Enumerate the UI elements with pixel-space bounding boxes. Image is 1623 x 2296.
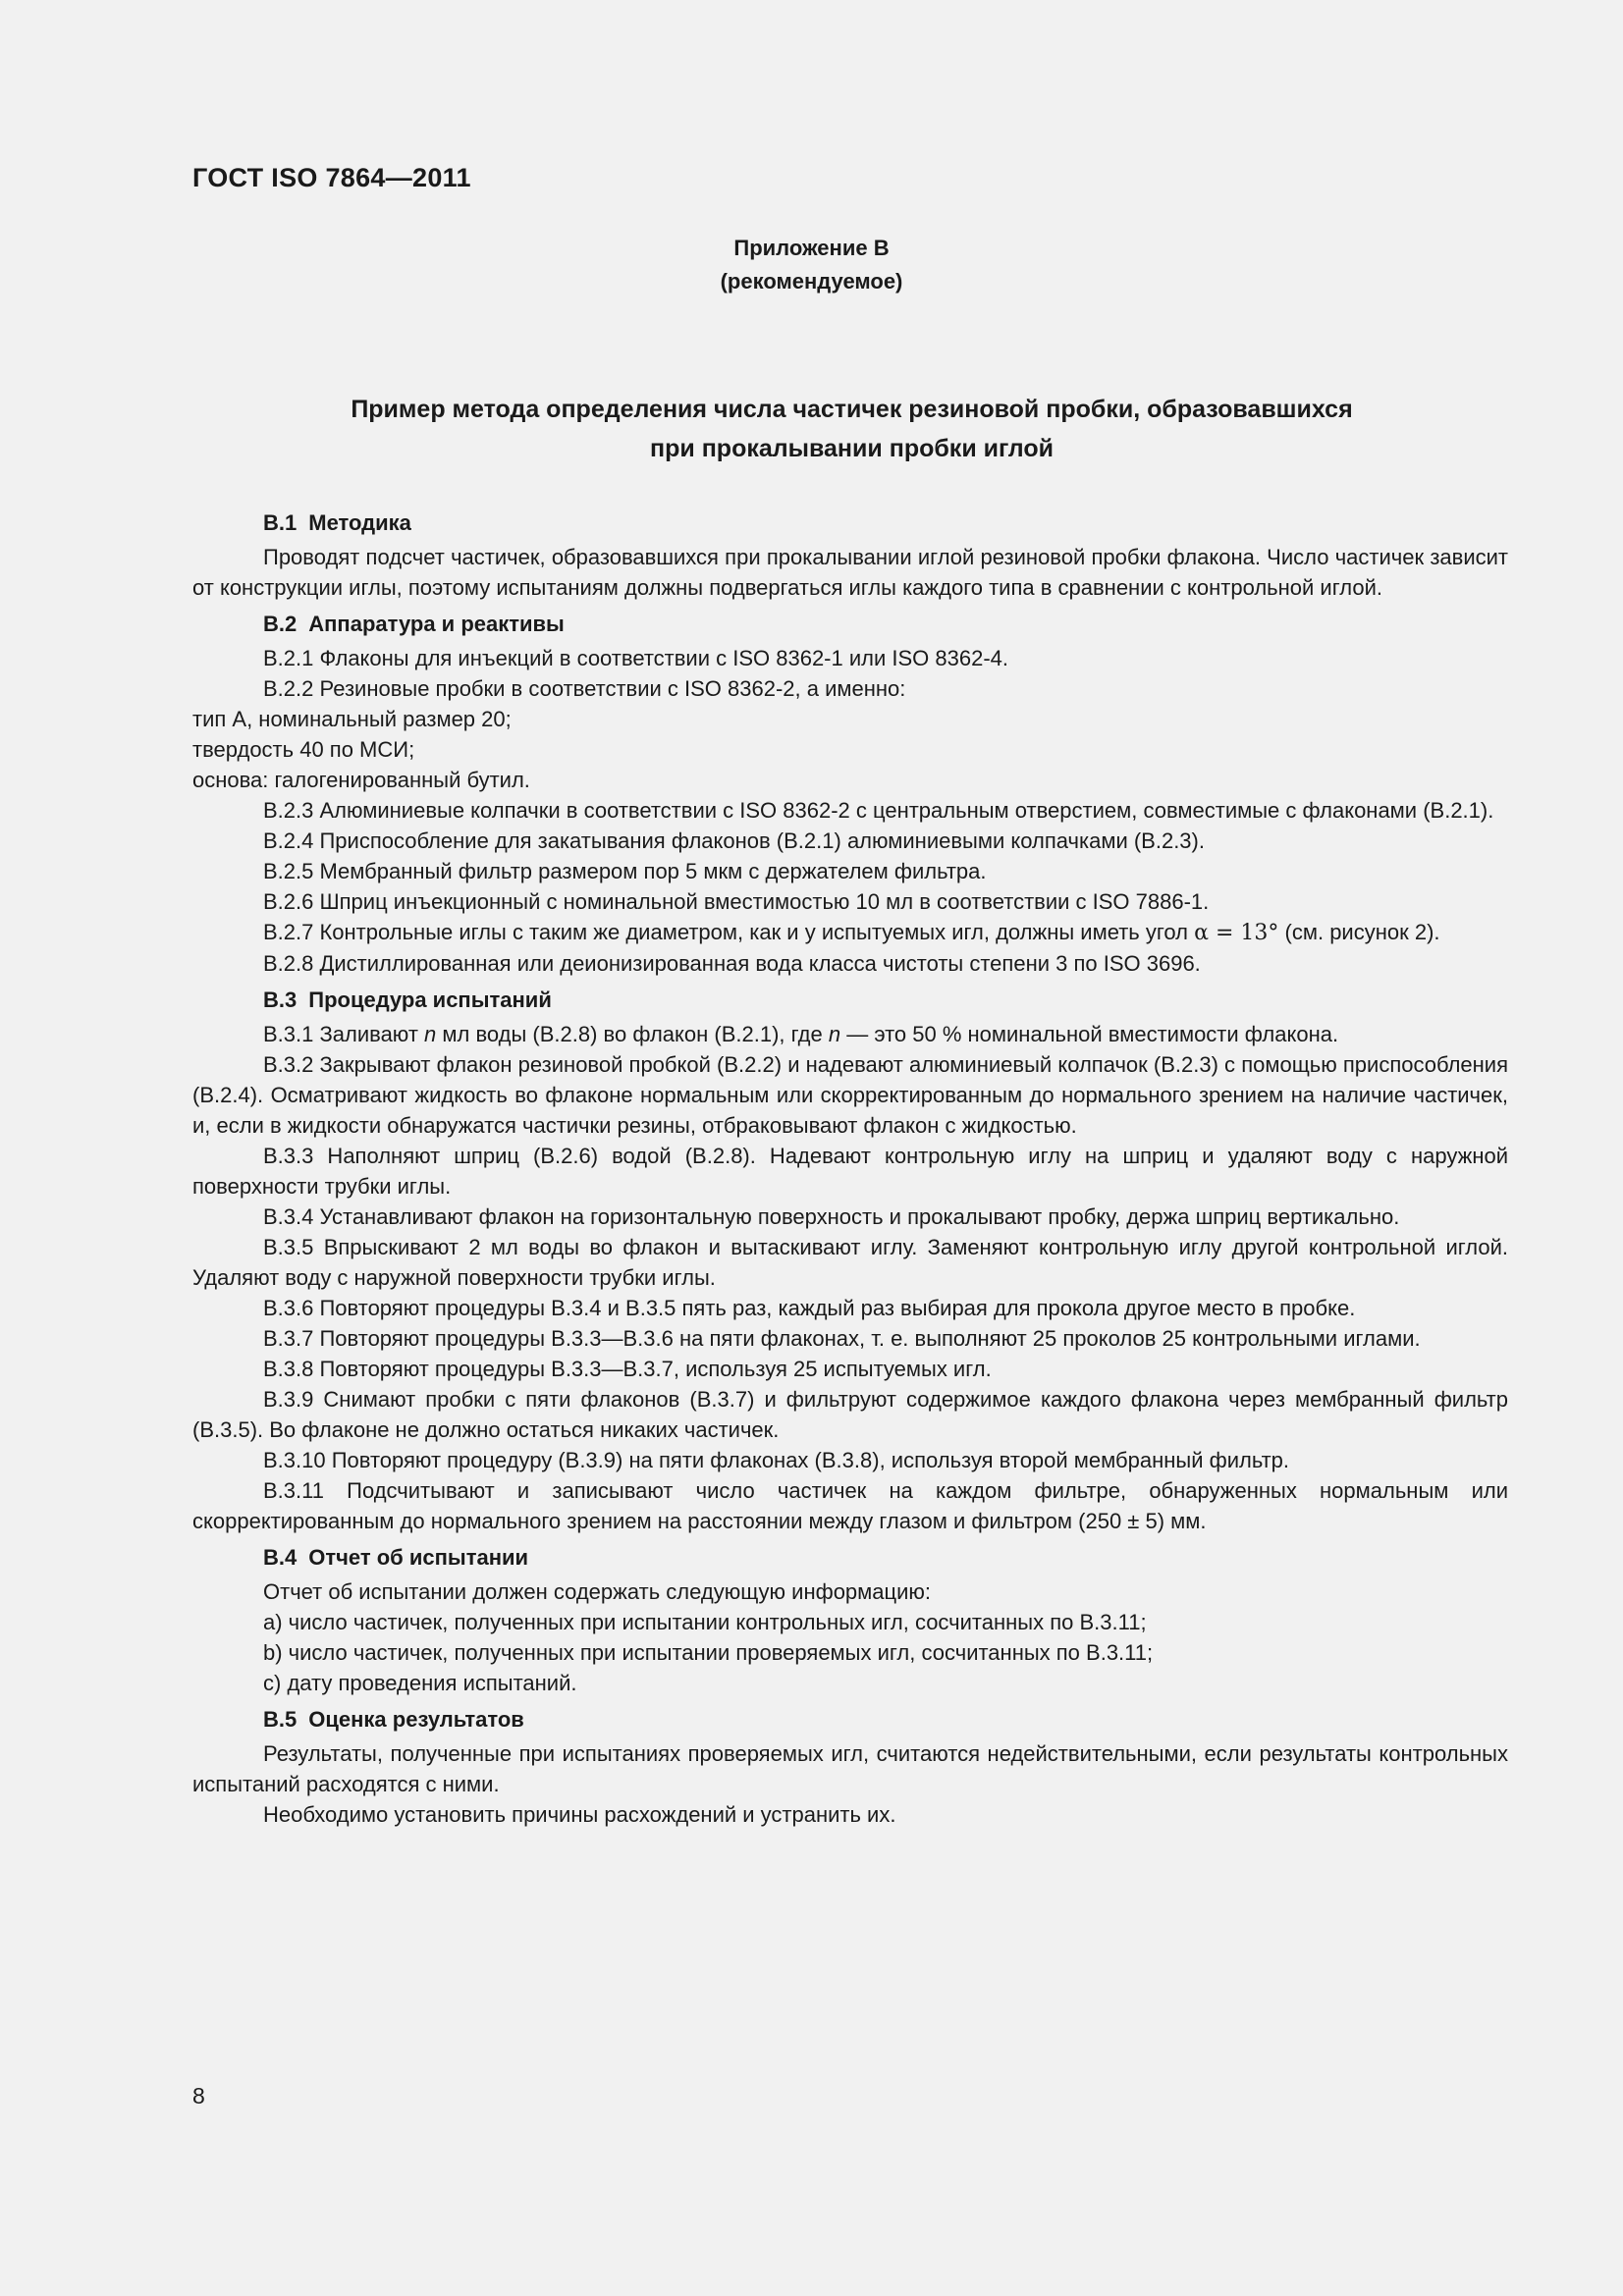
section-number: В.2 (263, 612, 298, 636)
main-title-line-2: при прокалывании пробки иглой (650, 435, 1054, 462)
clause-b3-2: В.3.2 Закрывают флакон резиновой пробкой (В.2.2) и надевают алюминиевый колпачок (В.2.3) с помощью приспособления (В.2.4). Осматривают жидкость во флаконе нормальным или скорректированным до нормального зрением на наличие частичек, и, если в жидкости обнаружатся частички резины, отбраковывают флакон с жидкостью. (192, 1052, 1508, 1138)
clause-text: В.2.7 Контрольные иглы с таким же диаметром, как и у испытуемых игл, должны иметь угол (263, 920, 1195, 944)
variable-n: n (828, 1022, 841, 1046)
paragraph: Необходимо установить причины расхождений и устранить их. (263, 1802, 896, 1827)
clause-text: — это 50 % номинальной вместимости флакона. (840, 1022, 1339, 1046)
section-title: Отчет об испытании (308, 1545, 529, 1570)
clause-b2-3: В.2.3 Алюминиевые колпачки в соответствии с ISO 8362-2 с центральным отверстием, совместимые с флаконами (В.2.1). (263, 798, 1494, 823)
main-title-line-1: Пример метода определения числа частичек резиновой пробки, образовавшихся (351, 396, 1353, 423)
clause-b3-3: В.3.3 Наполняют шприц (В.2.6) водой (В.2.8). Надевают контрольную иглу на шприц и удаляют воду с наружной поверхности трубки иглы. (192, 1144, 1508, 1199)
clause-text: (см. рисунок 2). (1278, 920, 1440, 944)
clause-text: В.3.1 Заливают (263, 1022, 425, 1046)
clause-b3-4: В.3.4 Устанавливают флакон на горизонтальную поверхность и прокалывают пробку, держа шприц вертикально. (263, 1204, 1400, 1229)
angle-formula: α = 13° (1194, 921, 1279, 945)
clause-b3-7: В.3.7 Повторяют процедуры В.3.3—В.3.6 на пяти флаконах, т. е. выполняют 25 проколов 25 контрольными иглами. (263, 1326, 1421, 1351)
section-number: В.1 (263, 510, 298, 535)
clause-b3-5: В.3.5 Впрыскивают 2 мл воды во флакон и вытаскивают иглу. Заменяют контрольную иглу другой контрольной иглой. Удаляют воду с наружной поверхности трубки иглы. (192, 1235, 1508, 1290)
clause-b2-2-line: твердость 40 по МСИ; (192, 737, 415, 762)
paragraph: Проводят подсчет частичек, образовавшихся при прокалывании иглой резиновой пробки флакона. Число частичек зависит от конструкции иглы, поэтому испытаниям должны подвергаться иглы каждого типа в сравнении с контрольной иглой. (192, 545, 1508, 600)
clause-b2-2-line: тип А, номинальный размер 20; (192, 707, 512, 731)
section-number: В.3 (263, 988, 298, 1012)
section-heading-b5 (192, 1704, 1508, 1735)
page-number: 8 (192, 2083, 205, 2109)
paragraph: Отчет об испытании должен содержать следующую информацию: (263, 1579, 932, 1604)
list-item-c: c) дату проведения испытаний. (263, 1671, 577, 1695)
paragraph: Результаты, полученные при испытаниях проверяемых игл, считаются недействительными, если результаты контрольных испытаний расходятся с ними. (192, 1741, 1508, 1796)
variable-n: n (424, 1022, 437, 1046)
document-code: ГОСТ ISO 7864—2011 (192, 163, 471, 192)
section-number: В.4 (263, 1545, 298, 1570)
section-heading-b4 (192, 1542, 1508, 1573)
section-heading-b2 (192, 609, 1508, 639)
section-title: Оценка результатов (308, 1707, 524, 1732)
clause-b3-1 (192, 1019, 1508, 1049)
annex-status: (рекомендуемое) (720, 269, 903, 294)
section-title: Методика (308, 510, 411, 535)
clause-b2-6: В.2.6 Шприц инъекционный с номинальной вместимостью 10 мл в соответствии с ISO 7886-1. (263, 889, 1210, 914)
clause-b3-6: В.3.6 Повторяют процедуры В.3.4 и В.3.5 пять раз, каждый раз выбирая для прокола другое место в пробке. (263, 1296, 1356, 1320)
clause-b3-11: В.3.11 Подсчитывают и записывают число частичек на каждом фильтре, обнаруженных нормальным или скорректированным до нормального зрением на расстоянии между глазом и фильтром (250 ± 5) мм. (192, 1478, 1508, 1533)
section-number: В.5 (263, 1707, 298, 1732)
clause-b2-5: В.2.5 Мембранный фильтр размером пор 5 мкм с держателем фильтра. (263, 859, 987, 883)
document-body (192, 502, 1508, 1830)
list-item-a: a) число частичек, полученных при испытании контрольных игл, сосчитанных по В.3.11; (263, 1610, 1147, 1634)
list-item-b: b) число частичек, полученных при испытании проверяемых игл, сосчитанных по В.3.11; (263, 1640, 1154, 1665)
main-title (245, 390, 1458, 468)
clause-b2-8: В.2.8 Дистиллированная или деионизированная вода класса чистоты степени 3 по ISO 3696. (263, 951, 1201, 976)
clause-b2-4: В.2.4 Приспособление для закатывания флаконов (В.2.1) алюминиевыми колпачками (В.2.3). (263, 828, 1205, 853)
section-title: Аппаратура и реактивы (308, 612, 565, 636)
clause-b2-7 (192, 917, 1508, 948)
clause-b3-8: В.3.8 Повторяют процедуры В.3.3—В.3.7, используя 25 испытуемых игл. (263, 1357, 992, 1381)
clause-b2-1: В.2.1 Флаконы для инъекций в соответствии с ISO 8362-1 или ISO 8362-4. (263, 646, 1008, 670)
clause-b3-10: В.3.10 Повторяют процедуру (В.3.9) на пяти флаконах (В.3.8), используя второй мембранный фильтр. (263, 1448, 1290, 1472)
clause-b2-2-line: основа: галогенированный бутил. (192, 768, 530, 792)
clause-b2-2: В.2.2 Резиновые пробки в соответствии с ISO 8362-2, а именно: (263, 676, 906, 701)
section-heading-b1 (192, 507, 1508, 538)
annex-heading (0, 232, 1623, 298)
annex-title: Приложение В (733, 236, 890, 260)
section-heading-b3 (192, 985, 1508, 1015)
section-title: Процедура испытаний (308, 988, 552, 1012)
clause-b3-9: В.3.9 Снимают пробки с пяти флаконов (В.3.7) и фильтруют содержимое каждого флакона через мембранный фильтр (В.3.5). Во флаконе не должно остаться никаких частичек. (192, 1387, 1508, 1442)
clause-text: мл воды (В.2.8) во флакон (В.2.1), где (436, 1022, 829, 1046)
